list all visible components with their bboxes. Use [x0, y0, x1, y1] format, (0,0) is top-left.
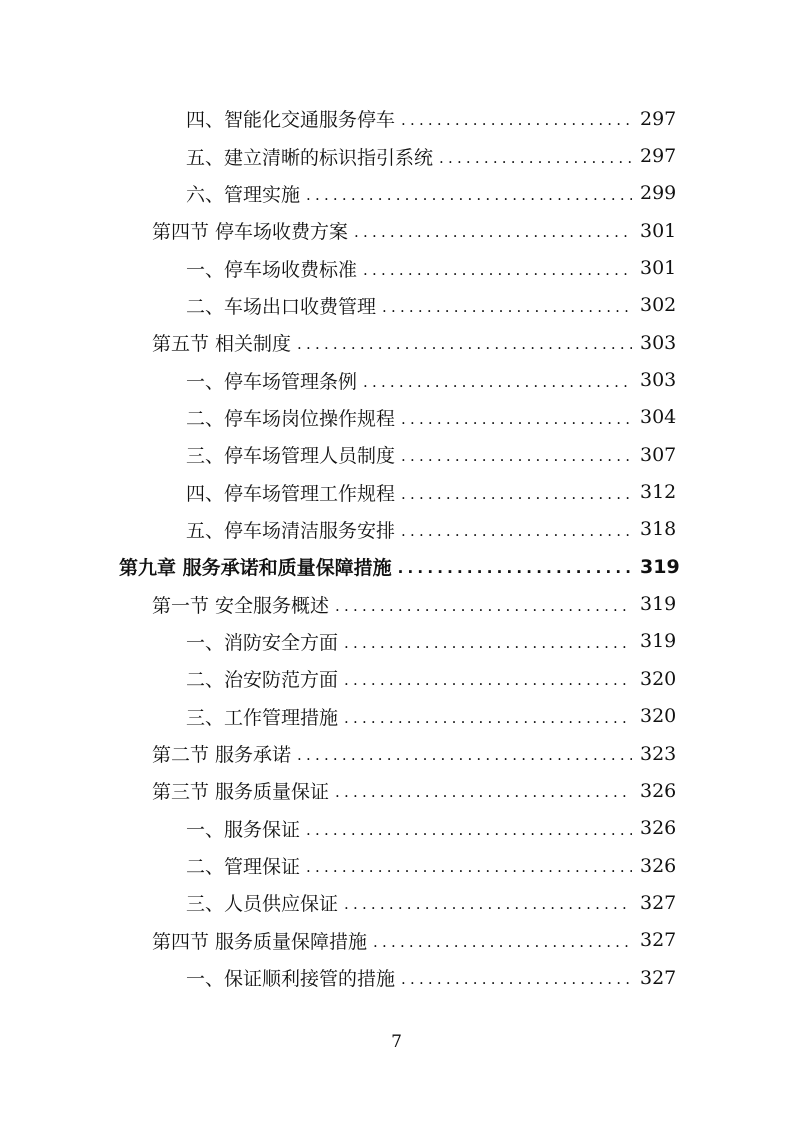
dot-leader [344, 671, 632, 690]
toc-entry-page: 297 [640, 107, 677, 130]
toc-entry-page: 326 [640, 779, 677, 802]
dot-leader [382, 298, 632, 317]
toc-section-entry[interactable] [0, 324, 793, 361]
toc-entry-title: 四、智能化交通服务停车 [186, 109, 396, 132]
toc-entry-title: 二、管理保证 [186, 856, 301, 879]
toc-section-title: 第四节 停车场收费方案 [152, 221, 349, 244]
dot-leader [297, 746, 632, 765]
dot-leader [363, 261, 632, 280]
toc-entry[interactable] [0, 249, 793, 286]
toc-section-title: 第一节 安全服务概述 [152, 594, 330, 617]
toc-entry[interactable] [0, 884, 793, 921]
toc-entry-page: 327 [640, 929, 677, 952]
toc-entry[interactable] [0, 361, 793, 398]
toc-entry-page: 318 [640, 518, 677, 541]
toc-entry[interactable] [0, 137, 793, 174]
toc-entry-page: 303 [640, 369, 677, 392]
toc-entry[interactable] [0, 698, 793, 735]
toc-entry-page: 319 [640, 630, 677, 653]
toc-entry[interactable] [0, 100, 793, 137]
dot-leader [398, 559, 632, 578]
toc-entry[interactable] [0, 473, 793, 510]
toc-entry-title: 一、保证顺利接管的措施 [186, 968, 396, 991]
dot-leader [401, 447, 632, 466]
dot-leader [401, 522, 632, 541]
toc-entry[interactable] [0, 511, 793, 548]
dot-leader [401, 111, 632, 130]
toc-entry[interactable] [0, 959, 793, 996]
toc-entry-title: 五、建立清晰的标识指引系统 [186, 146, 434, 169]
toc-entry-page: 307 [640, 443, 677, 466]
toc-entry-page: 323 [640, 742, 677, 765]
toc-entry[interactable] [0, 436, 793, 473]
toc-entry[interactable] [0, 175, 793, 212]
dot-leader [306, 858, 632, 877]
toc-entry-title: 二、治安防范方面 [186, 669, 339, 692]
toc-section-entry[interactable] [0, 212, 793, 249]
toc-entry-page: 327 [640, 891, 677, 914]
dot-leader [335, 783, 632, 802]
toc-entry-page: 303 [640, 331, 677, 354]
toc-entry-page: 304 [640, 406, 677, 429]
dot-leader [373, 933, 632, 952]
toc-entry-page: 319 [640, 593, 677, 616]
toc-entry-page: 319 [640, 555, 680, 578]
toc-section-entry[interactable] [0, 772, 793, 809]
toc-entry-page: 301 [640, 219, 677, 242]
dot-leader [363, 373, 632, 392]
toc-entry-page: 297 [640, 145, 677, 168]
dot-leader [306, 821, 632, 840]
toc-entry-title: 一、停车场管理条例 [186, 370, 358, 393]
toc-entry-title: 三、人员供应保证 [186, 893, 339, 916]
toc-section-entry[interactable] [0, 922, 793, 959]
toc-entry-title: 一、服务保证 [186, 818, 301, 841]
toc-section-title: 第四节 服务质量保障措施 [152, 930, 368, 953]
toc-entry[interactable] [0, 847, 793, 884]
toc-section-title: 第五节 相关制度 [152, 333, 292, 356]
toc-entry[interactable] [0, 660, 793, 697]
toc-section-title: 第三节 服务质量保证 [152, 781, 330, 804]
toc-entry-page: 320 [640, 667, 677, 690]
dot-leader [335, 597, 632, 616]
page-number: 7 [391, 1032, 402, 1052]
toc-chapter-title: 第九章 服务承诺和质量保障措施 [119, 557, 392, 580]
dot-leader [297, 335, 632, 354]
toc-entry[interactable] [0, 399, 793, 436]
toc-entry-page: 320 [640, 705, 677, 728]
dot-leader [401, 410, 632, 429]
toc-entry-page: 326 [640, 854, 677, 877]
toc-section-title: 第二节 服务承诺 [152, 744, 292, 767]
toc-entry-title: 二、车场出口收费管理 [186, 295, 377, 318]
dot-leader [344, 709, 632, 728]
toc-entry[interactable] [0, 810, 793, 847]
toc-entry[interactable] [0, 287, 793, 324]
toc-entry[interactable] [0, 623, 793, 660]
toc-entry-page: 327 [640, 966, 677, 989]
toc-section-entry[interactable] [0, 585, 793, 622]
dot-leader [439, 149, 632, 168]
toc-entry-page: 312 [640, 481, 677, 504]
dot-leader [401, 485, 632, 504]
toc-entry-title: 三、停车场管理人员制度 [186, 445, 396, 468]
toc-entry-title: 一、消防安全方面 [186, 631, 339, 654]
toc-entry-title: 五、停车场清洁服务安排 [186, 519, 396, 542]
toc-entry-title: 三、工作管理措施 [186, 706, 339, 729]
dot-leader [401, 970, 632, 989]
toc-entry-title: 四、停车场管理工作规程 [186, 482, 396, 505]
toc-entry-title: 一、停车场收费标准 [186, 258, 358, 281]
dot-leader [344, 634, 632, 653]
toc-entry-title: 二、停车场岗位操作规程 [186, 407, 396, 430]
toc-entry-page: 301 [640, 257, 677, 280]
toc-entry-page: 326 [640, 817, 677, 840]
toc-section-entry[interactable] [0, 735, 793, 772]
dot-leader [344, 895, 632, 914]
dot-leader [306, 186, 632, 205]
dot-leader [354, 223, 632, 242]
toc-entry-title: 六、管理实施 [186, 183, 301, 206]
toc-entry-page: 302 [640, 294, 677, 317]
table-of-contents [0, 100, 793, 996]
toc-entry-page: 299 [640, 182, 677, 205]
toc-chapter-entry[interactable] [0, 548, 793, 585]
